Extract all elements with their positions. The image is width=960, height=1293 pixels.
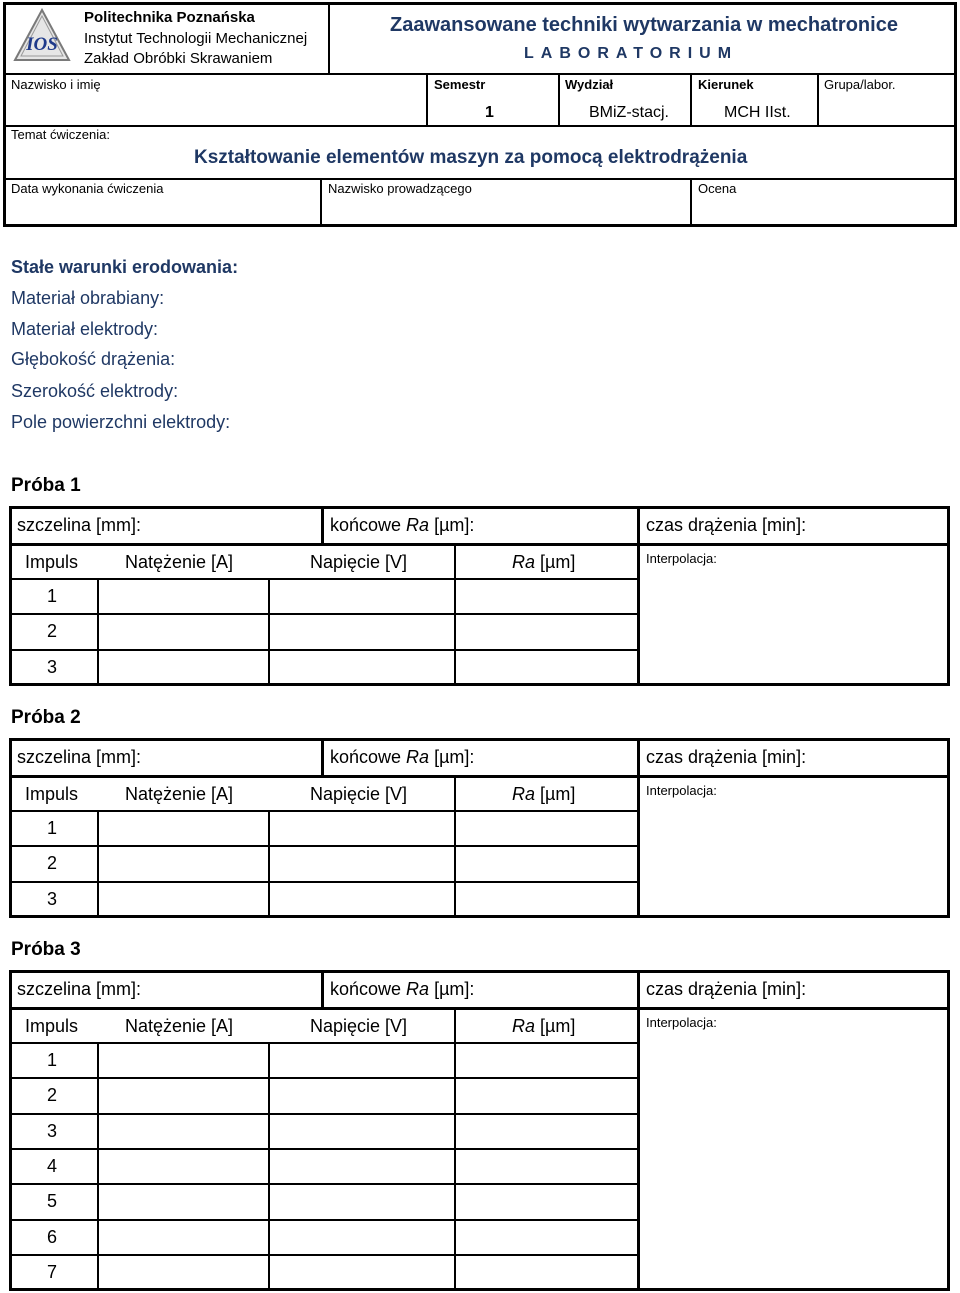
table-rule (9, 1148, 638, 1150)
course-title: Zaawansowane techniki wytwarzania w mechatronice (390, 14, 898, 36)
lab-label: LABORATORIUM (524, 45, 739, 62)
col-ra (512, 553, 575, 571)
institute-name: Instytut Technologii Mechanicznej (84, 30, 308, 47)
gap-label: szczelina [mm]: (17, 979, 142, 999)
final-ra-prefix: końcowe (330, 747, 407, 767)
table-rule (9, 881, 638, 883)
semester-label: Semestr (434, 77, 486, 92)
col-current: Natężenie [A] (125, 784, 234, 804)
table-rule (637, 970, 640, 1289)
topic-label: Temat ćwiczenia: (11, 127, 110, 142)
group-label: Grupa/labor. (824, 77, 896, 92)
ra-symbol: Ra (406, 747, 430, 767)
table-rule (97, 578, 99, 684)
gap-label: szczelina [mm]: (17, 515, 142, 535)
table-rule (9, 775, 950, 778)
time-label: czas drążenia [min]: (646, 979, 807, 999)
interpolation-label: Interpolacja: (646, 1015, 717, 1030)
col-voltage: Napięcie [V] (310, 552, 408, 572)
final-ra-suffix: [µm]: (429, 747, 475, 767)
col-voltage: Napięcie [V] (310, 784, 408, 804)
row-number: 6 (47, 1226, 58, 1247)
gap-label: szczelina [mm]: (17, 747, 142, 767)
table-rule (9, 1007, 950, 1010)
row-number: 2 (47, 853, 58, 874)
table-rule (9, 578, 638, 580)
table-rule (321, 738, 324, 775)
ra-symbol: Ra (406, 979, 430, 999)
final-ra-suffix: [µm]: (429, 979, 475, 999)
table-rule (321, 970, 324, 1007)
row-number: 3 (47, 656, 58, 677)
logo-lettering: IOS (26, 34, 58, 55)
ra-symbol: Ra (512, 784, 536, 804)
final-ra-label (330, 748, 474, 766)
interpolation-label: Interpolacja: (646, 783, 717, 798)
table-rule (321, 506, 324, 543)
name-label: Nazwisko i imię (11, 77, 101, 92)
interpolation-label: Interpolacja: (646, 551, 717, 566)
table-rule (9, 1254, 638, 1256)
workpiece-material-label: Materiał obrabiany: (11, 288, 165, 308)
row-number: 2 (47, 1085, 58, 1106)
table-rule (9, 845, 638, 847)
col-voltage: Napięcie [V] (310, 1016, 408, 1036)
ra-symbol: Ra (512, 552, 536, 572)
electrode-material-label: Materiał elektrody: (11, 319, 159, 339)
ra-symbol: Ra (512, 1016, 536, 1036)
time-label: czas drążenia [min]: (646, 747, 807, 767)
final-ra-prefix: końcowe (330, 515, 407, 535)
date-label: Data wykonania ćwiczenia (11, 181, 164, 196)
row-number: 5 (47, 1191, 58, 1212)
trial-title: Próba 3 (11, 939, 81, 960)
table-rule (268, 810, 270, 916)
table-rule (637, 506, 640, 684)
row-number: 3 (47, 1120, 58, 1141)
row-number: 4 (47, 1155, 58, 1176)
col-impulse: Impuls (25, 1016, 79, 1036)
col-current: Natężenie [A] (125, 1016, 234, 1036)
final-ra-label (330, 516, 474, 534)
faculty-label: Wydział (565, 77, 614, 92)
table-rule (9, 1113, 638, 1115)
faculty-value: BMiZ-stacj. (589, 104, 669, 121)
direction-value: MCH IIst. (724, 104, 791, 121)
table-rule (9, 1077, 638, 1079)
topic-value: Kształtowanie elementów maszyn za pomocą elektrodrążenia (194, 147, 748, 168)
conditions-title: Stałe warunki erodowania: (11, 257, 239, 277)
time-label: czas drążenia [min]: (646, 515, 807, 535)
final-ra-suffix: [µm]: (429, 515, 475, 535)
table-rule (9, 1042, 638, 1044)
final-ra-prefix: końcowe (330, 979, 407, 999)
ra-unit: [µm] (535, 552, 576, 572)
row-number: 7 (47, 1261, 58, 1282)
semester-value: 1 (485, 104, 494, 121)
electrode-width-label: Szerokość elektrody: (11, 381, 179, 401)
final-ra-label (330, 980, 474, 998)
col-ra (512, 1017, 575, 1035)
ra-unit: [µm] (535, 1016, 576, 1036)
ra-symbol: Ra (406, 515, 430, 535)
grade-label: Ocena (698, 181, 737, 196)
trial-title: Próba 2 (11, 707, 81, 728)
electrode-area-label: Pole powierzchni elektrody: (11, 412, 231, 432)
institute-logo (12, 8, 72, 68)
table-rule (9, 1219, 638, 1221)
supervisor-label: Nazwisko prowadzącego (328, 181, 472, 196)
table-rule (9, 810, 638, 812)
trial-table (9, 506, 950, 686)
col-impulse: Impuls (25, 784, 79, 804)
row-number: 2 (47, 621, 58, 642)
table-rule (637, 738, 640, 916)
table-rule (268, 578, 270, 684)
row-number: 1 (47, 586, 58, 606)
trial-title: Próba 1 (11, 475, 81, 496)
table-rule (9, 543, 950, 546)
table-rule (9, 649, 638, 651)
table-rule (97, 810, 99, 916)
university-name: Politechnika Poznańska (84, 9, 255, 26)
row-number: 3 (47, 888, 58, 909)
row-number: 1 (47, 818, 58, 838)
row-number: 1 (47, 1050, 58, 1070)
department-name: Zakład Obróbki Skrawaniem (84, 50, 273, 67)
col-impulse: Impuls (25, 552, 79, 572)
ra-unit: [µm] (535, 784, 576, 804)
direction-label: Kierunek (698, 77, 754, 92)
col-current: Natężenie [A] (125, 552, 234, 572)
table-rule (9, 613, 638, 615)
depth-label: Głębokość drążenia: (11, 349, 176, 369)
table-rule (9, 1183, 638, 1185)
col-ra (512, 785, 575, 803)
trial-table (9, 738, 950, 918)
